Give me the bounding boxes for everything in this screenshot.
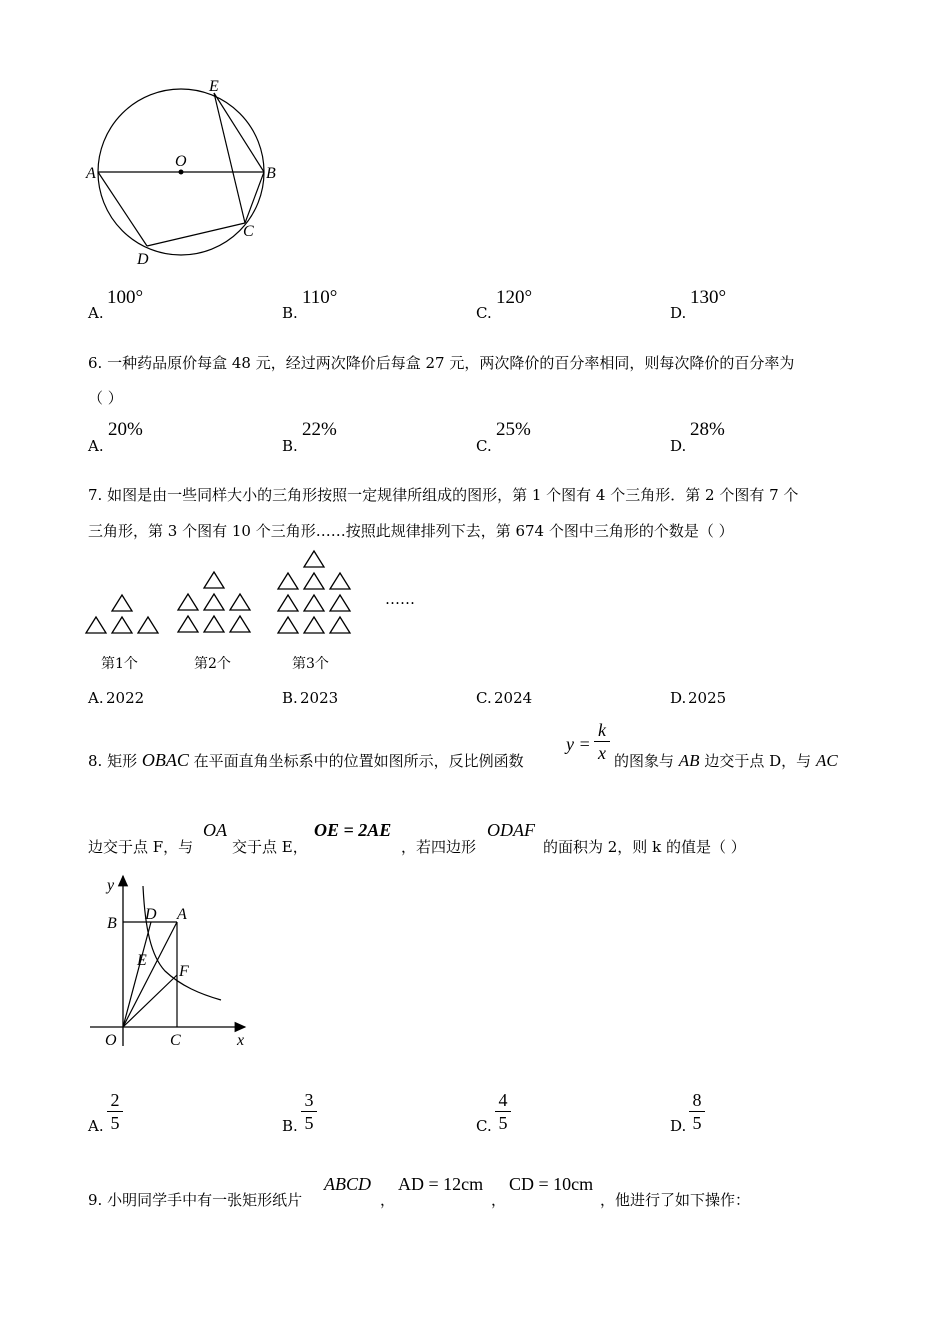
q8-option-c-num: 4	[498, 1090, 508, 1110]
q6-stem-line2: （ ）	[88, 389, 123, 407]
q8-text-2e: ，若四边形	[401, 838, 477, 856]
q8-option-a-fraction	[105, 1090, 125, 1133]
q6-option-c-letter: C.	[476, 437, 492, 455]
q8-segment-oa: OA	[203, 820, 227, 840]
q8-func-denominator: x	[598, 743, 606, 763]
q5-option-b-value: 110°	[302, 287, 338, 308]
q8-option-b-letter: B.	[282, 1117, 298, 1135]
q7-option-a-value: 2022	[106, 689, 145, 707]
label-e: E	[209, 78, 219, 95]
hyperbola-curve	[143, 886, 221, 1000]
q8-stem-line1	[88, 750, 524, 771]
q7-stem-line1: 7. 如图是由一些同样大小的三角形按照一定规律所组成的图形，第 1 个图有 4 个三角形．第 2 个图有 7 个	[88, 486, 799, 504]
q8-option-b-num: 3	[304, 1090, 314, 1110]
segment-od	[123, 922, 151, 1027]
q8-text-2a: 边交于点 F，与	[88, 838, 194, 856]
q6-option-c-value: 25%	[496, 419, 531, 440]
q9-rect-name: ABCD	[324, 1174, 371, 1194]
q8-text-1f: 边交于点 D，与	[704, 752, 812, 770]
pattern-1	[86, 595, 158, 633]
q8-quad-name: ODAF	[487, 820, 535, 840]
q7-option-c-value: 2024	[494, 689, 533, 707]
q8-rect-name: OBAC	[141, 750, 189, 770]
q5-option-d-letter: D.	[670, 304, 687, 322]
q5-option-c-letter: C.	[476, 304, 492, 322]
q6-option-d-letter: D.	[670, 437, 687, 455]
q8-text-1c: 在平面直角坐标系中的位置如图所示，反比例函数	[193, 752, 524, 770]
q6-stem-line1: 6. 一种药品原价每盒 48 元，经过两次降价后每盒 27 元，两次降价的百分率相同，则每次降价的百分率为	[88, 354, 795, 372]
caption-3: 第3个	[292, 656, 329, 672]
q8-condition: OE = 2AE	[314, 820, 392, 840]
q8-option-c-letter: C.	[476, 1117, 492, 1135]
label-b: B	[266, 165, 276, 182]
q6-option-b-letter: B.	[282, 437, 298, 455]
q8-func-y: y =	[566, 734, 591, 754]
q7-option-a-letter: A.	[88, 689, 104, 707]
q8-option-d-num: 8	[692, 1090, 702, 1110]
q8-option-c-fraction	[493, 1090, 513, 1133]
pattern-3	[278, 551, 350, 633]
caption-2: 第2个	[194, 656, 231, 672]
q6-option-d-value: 28%	[690, 419, 725, 440]
q8-option-c-den: 5	[498, 1113, 508, 1133]
q5-option-c-value: 120°	[496, 287, 533, 308]
q8-text-1d: 的图象与	[614, 752, 675, 770]
label-f: F	[179, 963, 189, 980]
q8-option-d-den: 5	[692, 1113, 702, 1133]
q9-text-a: 9. 小明同学手中有一张矩形纸片	[88, 1191, 303, 1209]
q8-option-a-num: 2	[110, 1090, 120, 1110]
segment-cb	[245, 172, 264, 223]
caption-1: 第1个	[101, 656, 138, 672]
label-o: O	[175, 153, 187, 170]
label-b: B	[107, 915, 117, 932]
q6-option-b-value: 22%	[302, 419, 337, 440]
label-a: A	[86, 165, 96, 182]
q9-text-g: ，他进行了如下操作：	[600, 1191, 751, 1209]
q5-option-a-letter: A.	[88, 304, 104, 322]
center-dot	[179, 170, 184, 175]
label-x: x	[237, 1032, 245, 1049]
circle-figure	[80, 74, 290, 274]
label-d: D	[145, 906, 157, 923]
q7-option-b-letter: B.	[282, 689, 298, 707]
q8-option-d-letter: D.	[670, 1117, 687, 1135]
segment-ec	[214, 93, 245, 223]
label-c: C	[243, 223, 254, 240]
q8-func-fraction	[592, 720, 612, 763]
q8-option-b-den: 5	[304, 1113, 314, 1133]
q8-option-a-letter: A.	[88, 1117, 104, 1135]
q9-comma-2: ，	[491, 1191, 507, 1209]
q8-option-b-fraction	[299, 1090, 319, 1133]
triangle-pattern-figure	[84, 545, 384, 640]
q8-side-ac: AC	[815, 751, 838, 770]
q7-option-c-letter: C.	[476, 689, 492, 707]
q5-option-a-value: 100°	[107, 287, 144, 308]
label-y: y	[107, 877, 115, 894]
q8-option-a-den: 5	[110, 1113, 120, 1133]
segment-of	[123, 975, 177, 1027]
q8-text-2c: 交于点 E，	[232, 838, 308, 856]
q9-comma-1: ，	[380, 1191, 396, 1209]
q8-text-1a: 8. 矩形	[88, 752, 138, 770]
label-e: E	[137, 952, 147, 969]
pattern-ellipsis: ……	[385, 590, 415, 608]
q5-option-d-value: 130°	[690, 287, 727, 308]
q8-side-ab: AB	[678, 751, 700, 770]
label-a: A	[177, 906, 187, 923]
label-o: O	[105, 1032, 117, 1049]
label-d: D	[137, 251, 149, 268]
q8-stem-line1-tail	[614, 750, 838, 771]
coordinate-figure	[85, 868, 265, 1053]
q7-stem-line2: 三角形，第 3 个图有 10 个三角形……按照此规律排列下去，第 674 个图中三角形的个数是（ ）	[88, 522, 734, 540]
segment-ad	[98, 172, 147, 246]
label-c: C	[170, 1032, 181, 1049]
q7-option-d-value: 2025	[688, 689, 727, 707]
q8-option-d-fraction	[687, 1090, 707, 1133]
segment-dc	[147, 223, 245, 246]
q8-text-2g: 的面积为 2，则 k 的值是（ ）	[543, 838, 746, 856]
q7-option-d-letter: D.	[670, 689, 687, 707]
q9-length-cd	[509, 1174, 593, 1195]
q9-length-ad-text: AD = 12cm	[398, 1174, 484, 1194]
q5-option-b-letter: B.	[282, 304, 298, 322]
q8-func-numerator: k	[598, 720, 606, 740]
q9-length-ad	[398, 1174, 483, 1195]
q7-option-b-value: 2023	[300, 689, 339, 707]
q6-option-a-letter: A.	[88, 437, 104, 455]
segment-eb	[214, 93, 264, 172]
q6-option-a-value: 20%	[108, 419, 143, 440]
pattern-2	[178, 572, 250, 632]
q9-length-cd-text: CD = 10cm	[509, 1174, 594, 1194]
